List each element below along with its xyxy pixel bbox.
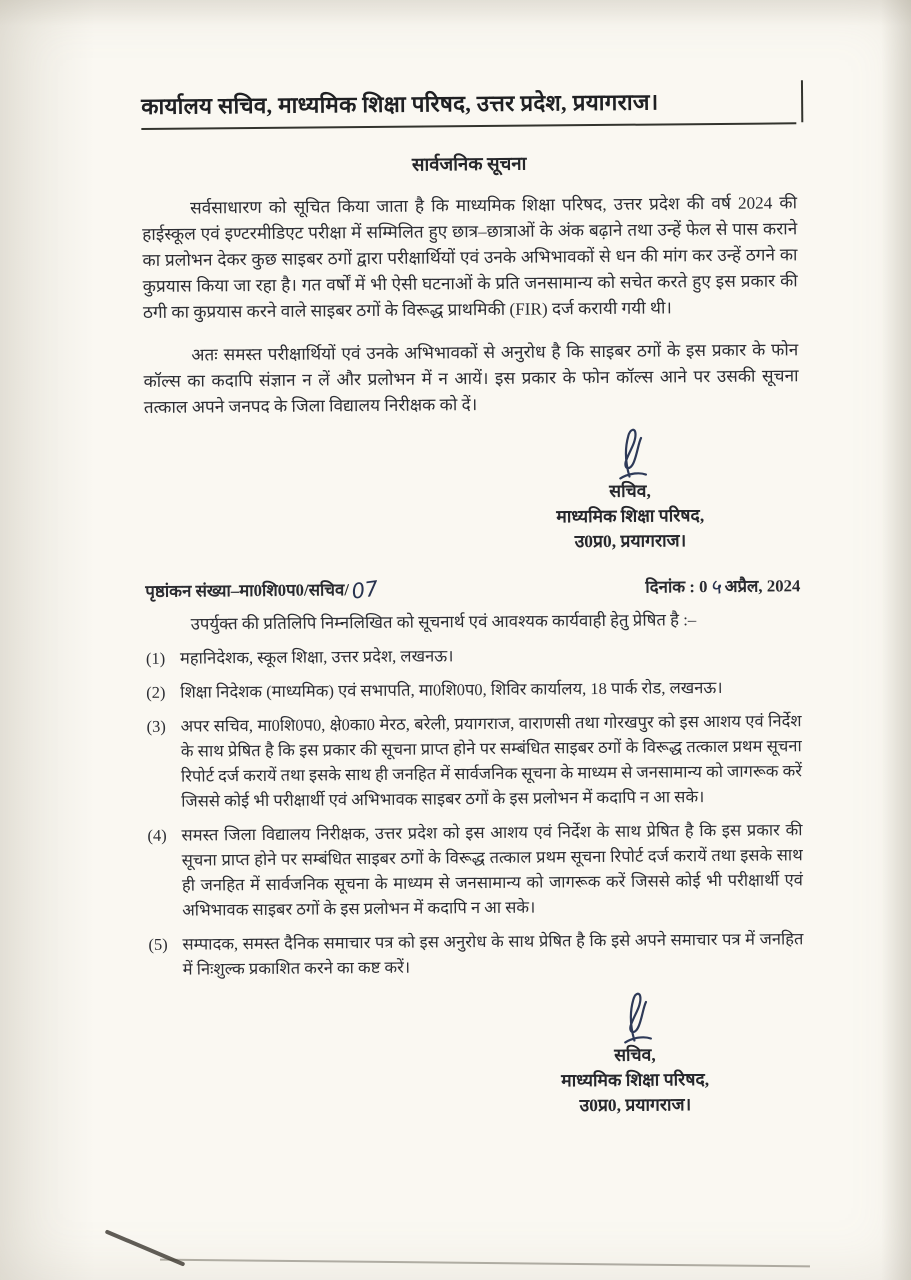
copy-distribution-line: उपर्युक्त की प्रतिलिपि निम्नलिखित को सूचनार्थ एवं आवश्यक कार्यवाही हेतु प्रेषित है :– xyxy=(190,610,697,634)
handwritten-signature-icon xyxy=(602,986,667,1047)
document-content xyxy=(141,84,805,1122)
scan-edge-shadow-left xyxy=(0,0,95,1280)
signatory-organisation: माध्यमिक शिक्षा परिषद, xyxy=(561,1069,710,1091)
paragraph-1: सर्वसाधारण को सूचित किया जाता है कि माध्यमिक शिक्षा परिषद, उत्तर प्रदेश की वर्ष 2024 की हाईस्कूल एवं इण्टरमीडिएट परीक्षा में सम्मिलित हुए छात्र–छात्राओं के अंक बढ़ाने तथा उन्हें फेल से पास कराने का प्रलोभन देकर कुछ साइबर ठगों द्वारा परीक्षार्थियों एवं उनके अभिभावकों से धन की मांग कर उन्हें ठगने का कुप्रयास किया जा रहा है। गत वर्षों में भी ऐसी घटनाओं के प्रति जनसामान्य को सचेत करते हुए इस प्रकार की ठगी का कुप्रयास करने वाले साइबर ठगों के विरूद्ध प्राथमिकी (FIR) दर्ज करायी गयी थी। xyxy=(142,193,798,322)
signatory-place: उ0प्र0, प्रयागराज। xyxy=(579,1094,692,1116)
title-box-corner xyxy=(800,80,803,122)
endorsement-ref-prefix: पृष्ठांकन संख्या–मा0शि0प0/सचिव/ xyxy=(145,580,350,601)
signature-block-1 xyxy=(492,422,768,555)
signatory-place: उ0प्र0, प्रयागराज। xyxy=(574,530,687,552)
recipient-text: समस्त जिला विद्यालय निरीक्षक, उत्तर प्रदेश को इस आशय एवं निर्देश के साथ प्रेषित है कि इस प्रकार की सूचना प्राप्त होने पर सम्बंधित साइबर ठगों के विरूद्ध तत्काल प्रथम सूचना रिपोर्ट दर्ज करायें तथा इसके साथ ही जनहित में सार्वजनिक सूचना के माध्यम से जनसामान्य को जागरूक करें जिससे कोई भी परीक्षार्थी एवं अभिभावक साइबर ठगों के इस प्रलोभन में कदापि न आ सके। xyxy=(181,820,803,920)
recipient-number: (3) xyxy=(146,716,166,736)
letterhead xyxy=(141,84,796,130)
scan-edge-shadow-right xyxy=(881,0,911,1280)
date-digit-handwritten: ५ xyxy=(708,574,723,600)
notice-heading: सार्वजनिक सूचना xyxy=(411,154,527,176)
endorsement-date xyxy=(645,570,800,599)
scan-edge-shadow-top xyxy=(0,0,911,26)
list-item xyxy=(146,674,801,705)
signatory-organisation: माध्यमिक शिक्षा परिषद, xyxy=(556,505,705,527)
date-rest: अप्रैल, 2024 xyxy=(720,576,801,596)
handwritten-signature-icon xyxy=(597,422,662,483)
recipient-text: शिक्षा निदेशक (माध्यमिक) एवं सभापति, मा0शि0प0, शिविर कार्यालय, 18 पार्क रोड, लखनऊ। xyxy=(180,677,723,702)
recipient-text: महानिदेशक, स्कूल शिक्षा, उत्तर प्रदेश, लखनऊ। xyxy=(179,646,454,668)
recipient-number: (4) xyxy=(147,825,167,845)
signatory-designation: सचिव, xyxy=(609,480,651,501)
list-item xyxy=(147,817,803,923)
recipients-list xyxy=(146,640,804,982)
recipient-text: सम्पादक, समस्त दैनिक समाचार पत्र को इस अनुरोध के साथ प्रेषित है कि इसे अपने समाचार पत्र में जनहित में निःशुल्क प्रकाशित करने का कष्ट करें। xyxy=(182,929,804,979)
recipient-text: अपर सचिव, मा0शि0प0, क्षे0का0 मेरठ, बरेली, प्रयागराज, वाराणसी तथा गोरखपुर को इस आशय एवं निर्देश के साथ प्रेषित है कि इस प्रकार की सूचना प्राप्त होने पर सम्बंधित साइबर ठगों के विरूद्ध तत्काल प्रथम सूचना रिपोर्ट दर्ज करायें तथा इसके साथ ही जनहित में सार्वजनिक सूचना के माध्यम से जनसामान्य को जागरूक करें जिससे कोई भी परीक्षार्थी एवं अभिभावक साइबर ठगों के इस प्रलोभन में कदापि न आ सके। xyxy=(180,711,803,811)
office-title: कार्यालय सचिव, माध्यमिक शिक्षा परिषद, उत्तर प्रदेश, प्रयागराज। xyxy=(141,89,659,119)
endorsement-row xyxy=(145,570,800,604)
endorsement-reference xyxy=(145,576,378,602)
endorsement-ref-number-handwritten: 07 xyxy=(349,576,380,604)
recipient-number: (5) xyxy=(148,934,168,954)
scan-bottom-edge-line xyxy=(160,1259,810,1268)
recipient-number: (2) xyxy=(146,682,166,702)
list-item xyxy=(148,926,803,982)
paragraph-2: अतः समस्त परीक्षार्थियों एवं उनके अभिभावकों से अनुरोध है कि साइबर ठगों के इस प्रकार के फोन कॉल्स का कदापि संज्ञान न लें और प्रलोभन में न आयें। इस प्रकार के फोन कॉल्स आने पर उसकी सूचना तत्काल अपने जनपद के जिला विद्यालय निरीक्षक को दें। xyxy=(143,340,799,417)
date-label: दिनांक : 0 xyxy=(645,577,708,597)
list-item xyxy=(146,640,801,671)
scan-corner-mark xyxy=(105,1229,186,1266)
signature-block-2 xyxy=(497,986,773,1119)
list-item xyxy=(146,708,802,814)
signatory-designation: सचिव, xyxy=(614,1044,656,1065)
recipient-number: (1) xyxy=(145,648,166,668)
